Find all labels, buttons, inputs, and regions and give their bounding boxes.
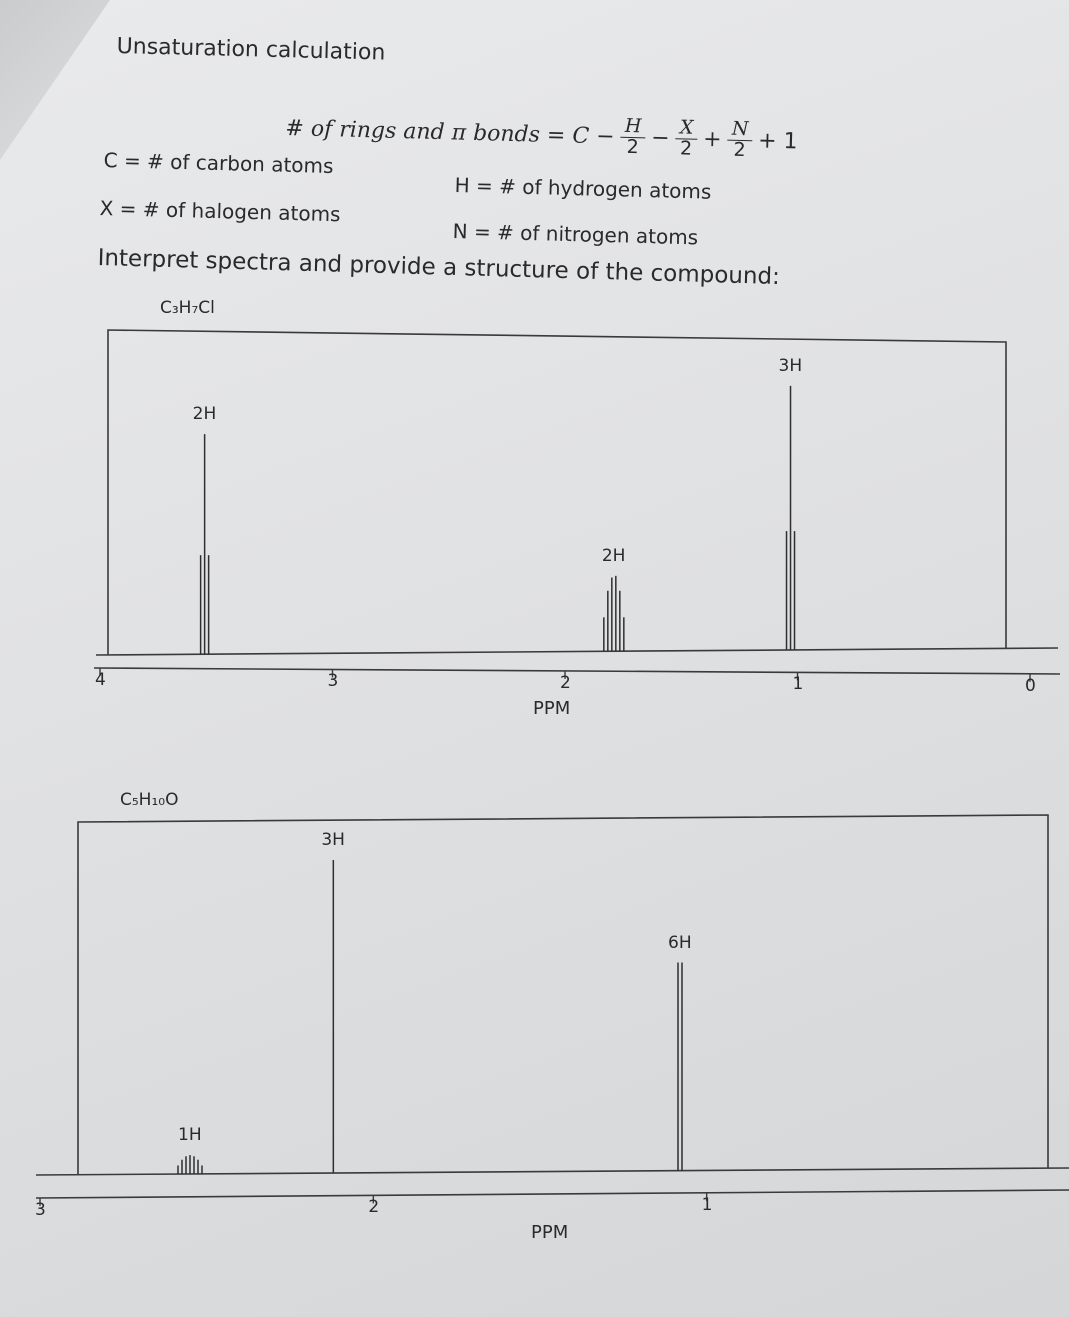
x-tick-label: 1 bbox=[792, 674, 804, 695]
baseline bbox=[36, 1168, 1069, 1175]
integration-label: 6H bbox=[668, 932, 692, 953]
definition-halogen: X = # of halogen atoms bbox=[99, 196, 341, 227]
integration-label: 1H bbox=[178, 1125, 202, 1146]
x-tick-label: 2 bbox=[560, 672, 571, 693]
integration-label: 2H bbox=[601, 545, 626, 566]
x-tick-label: 3 bbox=[327, 671, 339, 692]
x-tick-label: 1 bbox=[701, 1194, 713, 1215]
compound-formula-1: C₃H₇Cl bbox=[160, 298, 215, 318]
page-title: Unsaturation calculation bbox=[116, 34, 386, 66]
x-tick-label: 2 bbox=[368, 1197, 380, 1218]
definition-hydrogen: H = # of hydrogen atoms bbox=[454, 173, 712, 204]
integration-label: 3H bbox=[778, 355, 803, 376]
x-axis-label-2: PPM bbox=[531, 1222, 569, 1243]
x-tick-label: 0 bbox=[1025, 675, 1036, 696]
formula-term-h: $\frac{H}{2}$ bbox=[620, 117, 646, 159]
compound-formula-2: C₅H₁₀O bbox=[120, 790, 179, 810]
instructions: Interpret spectra and provide a structure of the compound: bbox=[97, 245, 781, 291]
formula-op: + bbox=[702, 126, 722, 153]
x-axis bbox=[36, 1190, 1069, 1198]
x-tick-label: 4 bbox=[95, 670, 106, 691]
formula-term-n: $\frac{N}{2}$ bbox=[727, 120, 753, 162]
formula-op: + 1 bbox=[757, 128, 798, 155]
definition-carbon: C = # of carbon atoms bbox=[103, 148, 334, 179]
integration-label: 2H bbox=[192, 404, 217, 425]
formula-lhs: # of rings and π bonds = C − bbox=[285, 115, 615, 150]
x-tick-label: 3 bbox=[35, 1199, 46, 1220]
definition-nitrogen: N = # of nitrogen atoms bbox=[452, 219, 699, 250]
formula-term-x: $\frac{X}{2}$ bbox=[675, 118, 698, 159]
x-axis-label-1: PPM bbox=[533, 698, 571, 719]
integration-label: 3H bbox=[321, 830, 345, 850]
spectrum-frame bbox=[78, 815, 1048, 1175]
formula-op: − bbox=[650, 125, 670, 151]
